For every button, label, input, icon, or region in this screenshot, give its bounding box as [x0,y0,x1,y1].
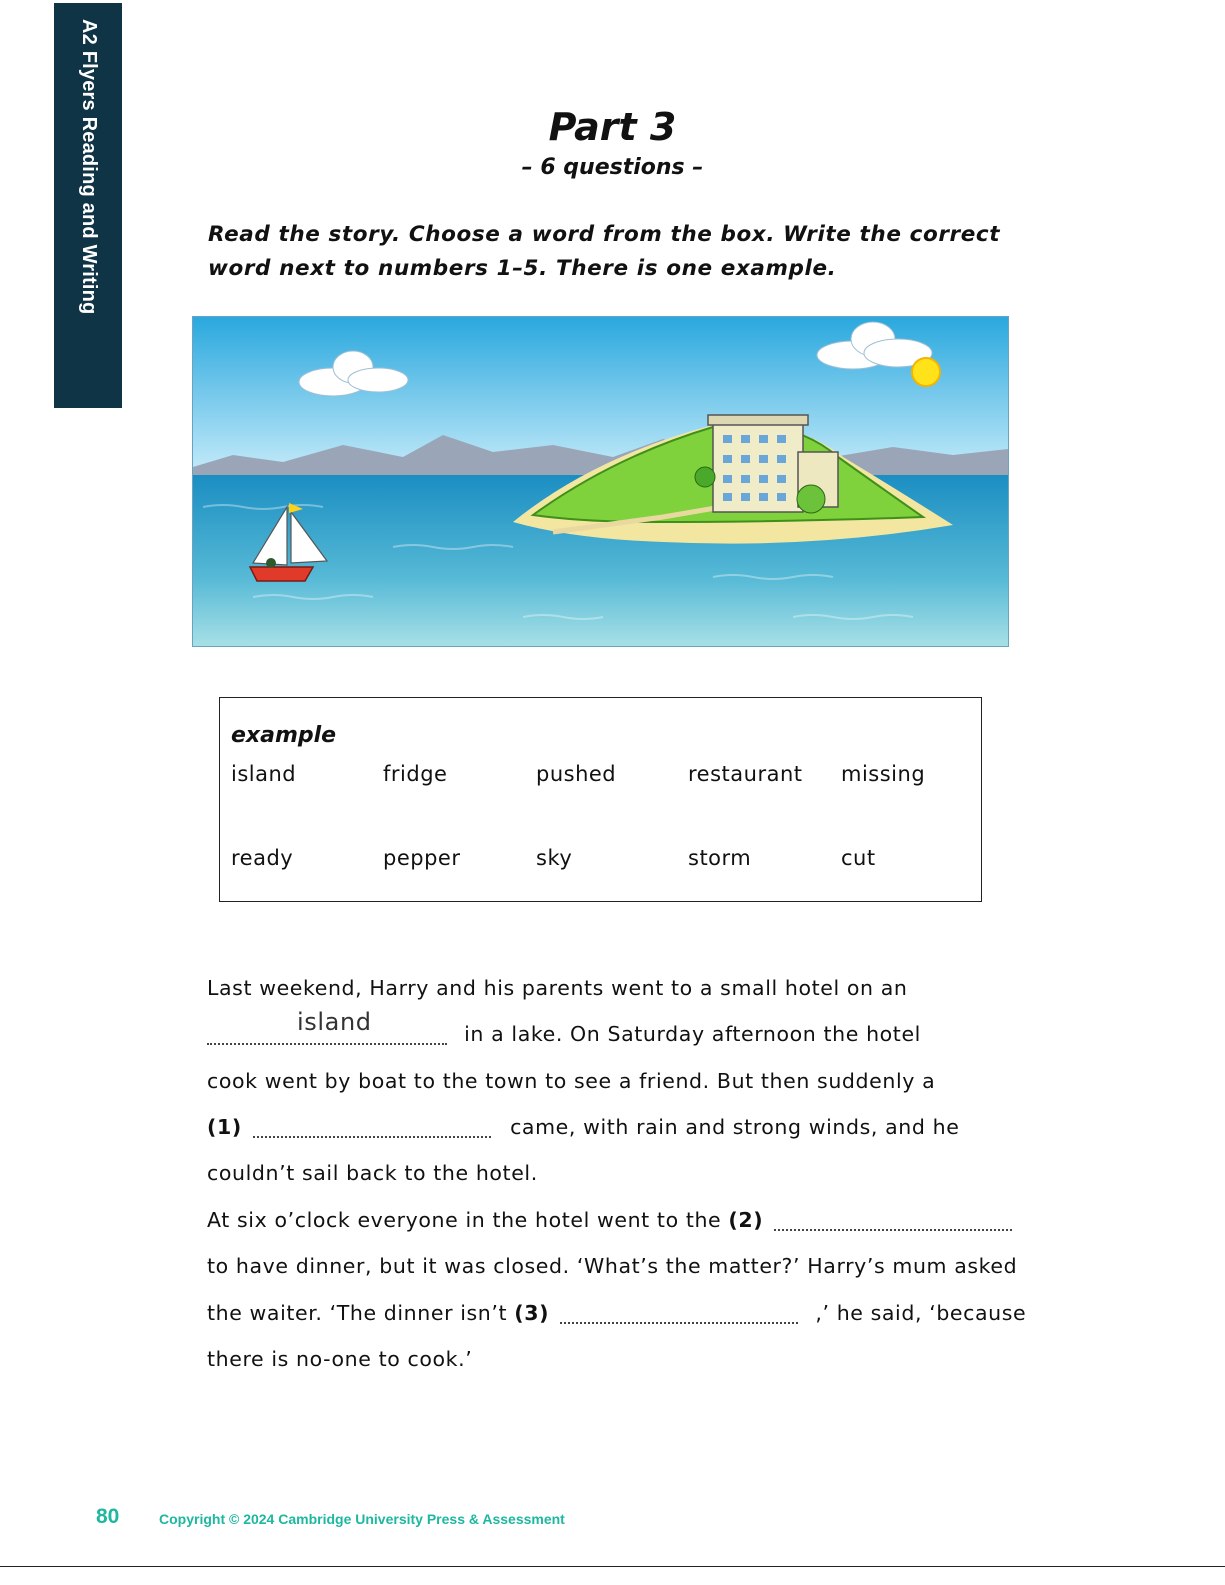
section-side-tab [54,3,122,408]
island-hotel-sailboat-icon [193,317,1008,646]
word-island: island [231,762,297,786]
answer-2-blank[interactable] [774,1211,1012,1231]
word-restaurant: restaurant [688,762,803,786]
word-fridge: fridge [383,762,448,786]
word-missing: missing [841,762,926,786]
story-line-8-end: ,’ he said, ‘because [815,1301,1027,1325]
word-ready: ready [231,846,294,870]
word-pepper: pepper [383,846,461,870]
instructions [208,218,1008,286]
page-number: 80 [96,1505,120,1528]
story-line-4 [207,1115,959,1139]
word-box [219,697,982,902]
page-subtitle: – 6 questions – [521,155,704,180]
story-line-9: there is no-one to cook.’ [207,1347,473,1371]
word-storm: storm [688,846,752,870]
page-title: Part 3 [548,105,677,149]
story-line-3: cook went by boat to the town to see a friend. But then suddenly a [207,1069,936,1093]
story-line-2-text: in a lake. On Saturday afternoon the hotel [464,1022,921,1046]
word-cut: cut [841,846,876,870]
question-2-number: (2) [728,1208,764,1232]
example-label: example [231,723,337,748]
story-line-1: Last weekend, Harry and his parents went to a small hotel on an [207,976,908,1000]
instructions-line-1: Read the story. Choose a word from the box. Write the correct [208,222,1001,247]
story-line-6-text: At six o’clock everyone in the hotel went to the [207,1208,722,1232]
copyright-notice: Copyright © 2024 Cambridge University Press & Assessment [159,1511,565,1527]
question-3-number: (3) [514,1301,550,1325]
word-sky: sky [536,846,573,870]
story-line-5: couldn’t sail back to the hotel. [207,1161,538,1185]
word-pushed: pushed [536,762,617,786]
answer-1-blank[interactable] [253,1118,491,1138]
bottom-divider [0,1566,1225,1567]
example-handwritten-answer: island [297,1008,372,1036]
story-line-8 [207,1301,1026,1325]
story-line-6 [207,1208,1012,1232]
question-1-number: (1) [207,1115,242,1139]
story-line-4-text: came, with rain and strong winds, and he [510,1115,960,1139]
story-line-7: to have dinner, but it was closed. ‘What’s the matter?’ Harry’s mum asked [207,1254,1018,1278]
answer-3-blank[interactable] [560,1304,798,1324]
island-hotel-illustration [192,316,1009,647]
side-tab-label: A2 Flyers Reading and Writing [78,19,100,315]
story-line-8-text: the waiter. ‘The dinner isn’t [207,1301,508,1325]
instructions-line-2: word next to numbers 1–5. There is one example. [208,256,837,281]
